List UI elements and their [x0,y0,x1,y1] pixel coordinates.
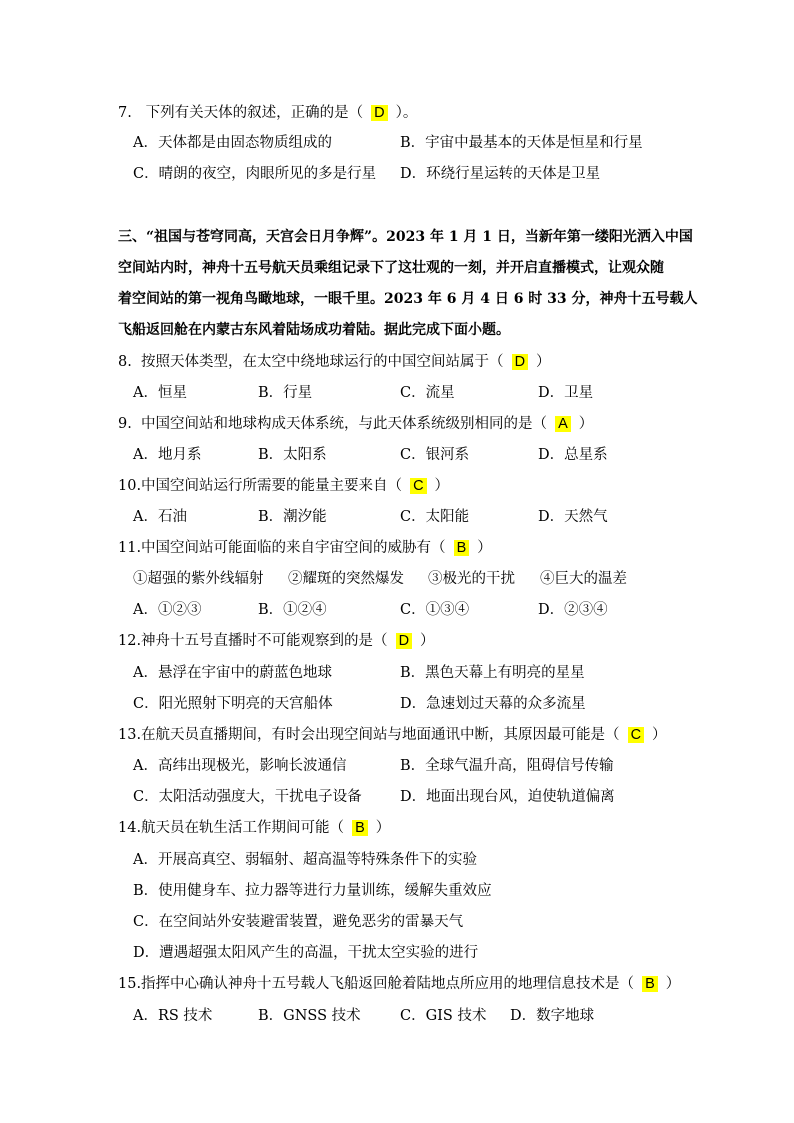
question-stem: 7. 下列有关天体的叙述，正确的是（ [118,105,364,121]
question-suffix: ） [578,416,594,432]
statement-item: ②耀斑的突然爆发 [288,571,404,587]
section-intro-line: 飞船返回舱在内蒙古东风着陆场成功着陆。据此完成下面小题。 [118,322,510,338]
option-a: A．地月系 [133,447,202,463]
answer-highlight: D [396,633,412,649]
option-c: C．阳光照射下明亮的天宫船体 [133,696,333,712]
option-b: B．太阳系 [258,447,327,463]
question-suffix: ） [477,540,492,556]
section-intro-line: 着空间站的第一视角鸟瞰地球，一眼千里。2023 年 6 月 4 日 6 时 33 分，神舟十五号载人 [118,291,698,307]
question-9 [118,414,593,434]
question-suffix: ） [652,727,667,743]
option-d: D．急速划过天幕的众多流星 [400,696,586,712]
question-stem: 9. 中国空间站和地球构成天体系统，与此天体系统级别相同的是（ [118,416,548,432]
option-b: B．行星 [258,385,313,401]
option-d: D．环绕行星运转的天体是卫星 [400,166,601,182]
option-c: C．太阳活动强度大，干扰电子设备 [133,789,362,805]
answer-highlight: C [628,727,644,743]
question-12 [118,631,435,651]
option-d: D．天然气 [538,509,608,525]
option-d: D．地面出现台风，迫使轨道偏离 [400,789,615,805]
question-stem: 11.中国空间站可能面临的来自宇宙空间的威胁有（ [118,540,446,556]
statement-item: ①超强的紫外线辐射 [133,571,264,587]
question-suffix: ）。 [395,105,418,121]
question-13 [118,725,667,745]
question-7 [118,103,417,123]
option-a: A．恒星 [133,385,187,401]
question-suffix: ） [665,976,681,992]
question-suffix: ） [420,633,435,649]
option-c: C．流星 [400,385,455,401]
answer-highlight: B [352,820,368,836]
option-c: C．①③④ [400,602,470,618]
question-14 [118,818,390,838]
question-suffix: ） [434,478,450,494]
option-c: C．在空间站外安装避雷装置，避免恶劣的雷暴天气 [133,914,464,930]
answer-highlight: D [512,354,528,370]
option-c: C．GIS 技术 [400,1008,487,1024]
answer-highlight: B [642,976,658,992]
option-c: C．太阳能 [400,509,470,525]
answer-highlight: D [371,105,387,121]
option-d: D．数字地球 [510,1008,595,1024]
answer-highlight: C [410,478,426,494]
question-15 [118,974,680,994]
option-c: C．晴朗的夜空，肉眼所见的多是行星 [133,166,377,182]
option-b: B．潮汐能 [258,509,327,525]
question-8 [118,352,551,372]
option-c: C．银河系 [400,447,470,463]
option-a: A．天体都是由固态物质组成的 [133,135,332,151]
statement-item: ③极光的干扰 [428,571,515,587]
option-a: A．高纬出现极光，影响长波通信 [133,758,347,774]
option-a: A．开展高真空、弱辐射、超高温等特殊条件下的实验 [133,852,477,868]
option-b: B．全球气温升高，阻碍信号传输 [400,758,614,774]
option-d: D．卫星 [538,385,594,401]
question-stem: 14.航天员在轨生活工作期间可能（ [118,820,345,836]
option-b: B．黑色天幕上有明亮的星星 [400,665,585,681]
statement-item: ④巨大的温差 [540,571,627,587]
question-stem: 10.中国空间站运行所需要的能量主要来自（ [118,478,403,494]
answer-highlight: B [454,540,470,556]
answer-highlight: A [555,416,571,432]
option-b: B．使用健身车、拉力器等进行力量训练，缓解失重效应 [133,883,492,899]
option-a: A．①②③ [133,602,202,618]
question-11 [118,538,492,558]
option-d: D．总星系 [538,447,608,463]
question-stem: 8. 按照天体类型，在太空中绕地球运行的中国空间站属于（ [118,354,504,370]
option-a: A．RS 技术 [133,1008,213,1024]
option-d: D．遭遇超强太阳风产生的高温，干扰太空实验的进行 [133,945,479,961]
section-intro-line: 三、“祖国与苍穹同高，天宫会日月争辉”。2023 年 1 月 1 日，当新年第一缕阳光洒入中国 [118,229,693,245]
question-stem: 15.指挥中心确认神舟十五号载人飞船返回舱着陆地点所应用的地理信息技术是（ [118,976,635,992]
question-stem: 12.神舟十五号直播时不可能观察到的是（ [118,633,388,649]
question-stem: 13.在航天员直播期间，有时会出现空间站与地面通讯中断，其原因最可能是（ [118,727,620,743]
option-a: A．石油 [133,509,187,525]
option-b: B．宇宙中最基本的天体是恒星和行星 [400,135,643,151]
option-b: B．GNSS 技术 [258,1008,361,1024]
option-b: B．①②④ [258,602,327,618]
option-d: D．②③④ [538,602,608,618]
option-a: A．悬浮在宇宙中的蔚蓝色地球 [133,665,332,681]
section-intro-line: 空间站内时，神舟十五号航天员乘组记录下了这壮观的一刻，并开启直播模式，让观众随 [118,260,664,276]
question-suffix: ） [536,354,551,370]
question-10 [118,476,449,496]
question-suffix: ） [375,820,391,836]
